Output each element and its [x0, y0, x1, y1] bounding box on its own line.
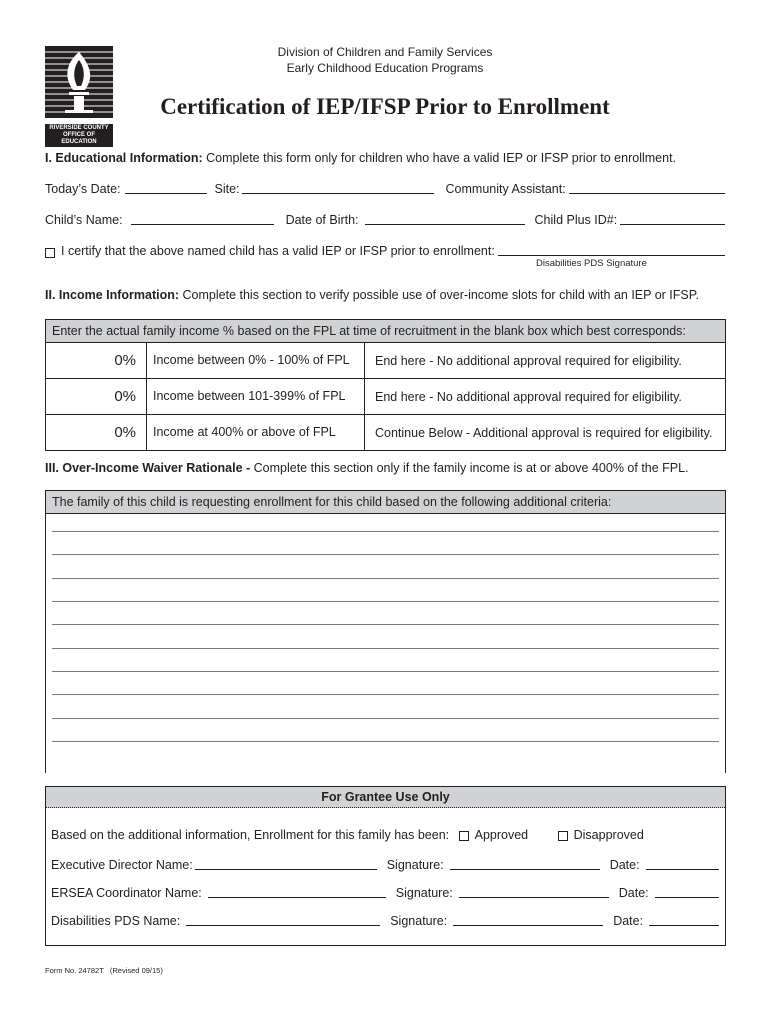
page-title: Certification of IEP/IFSP Prior to Enrollment	[160, 94, 610, 119]
certify-checkbox[interactable]	[45, 248, 55, 258]
disabilities-signature-field[interactable]	[498, 242, 725, 256]
criteria-line[interactable]	[52, 554, 719, 555]
income-row	[46, 414, 725, 450]
todays-date-field[interactable]	[125, 180, 207, 194]
section1-instructions: Complete this form only for children who have a valid IEP or IFSP prior to enrollment.	[202, 151, 677, 165]
enrollment-status-text: Based on the additional information, Enrollment for this family has been:	[51, 828, 450, 842]
criteria-line[interactable]	[52, 694, 719, 695]
exec-director-name-field[interactable]	[195, 856, 377, 870]
exec-director-signature-field[interactable]	[450, 856, 600, 870]
signature-caption: Disabilities PDS Signature	[536, 258, 647, 269]
form-number: Form No. 24782T (Revised 09/15)	[45, 966, 163, 975]
section3-heading-line	[45, 461, 689, 475]
income-result: End here - No additional approval required for eligibility.	[375, 353, 682, 368]
income-pct-input[interactable]: 0%	[114, 388, 136, 405]
org-line-2: Early Childhood Education Programs	[286, 61, 484, 75]
ersea-coordinator-label: ERSEA Coordinator Name:	[51, 886, 202, 900]
criteria-line[interactable]	[52, 601, 719, 602]
disabilities-pds-signature-field[interactable]	[453, 912, 603, 926]
date-label: Date:	[613, 914, 644, 928]
disabilities-pds-date-field[interactable]	[649, 912, 719, 926]
section1-heading-line	[45, 151, 676, 165]
criteria-line[interactable]	[52, 671, 719, 672]
grantee-box	[45, 786, 726, 946]
date-of-birth-label: Date of Birth:	[285, 213, 359, 227]
income-result: End here - No additional approval required for eligibility.	[375, 389, 682, 404]
income-pct-input[interactable]: 0%	[114, 352, 136, 369]
logo-text-line1: RIVERSIDE COUNTY	[49, 125, 109, 131]
site-label: Site:	[214, 182, 240, 196]
income-row	[46, 343, 725, 378]
disapproved-checkbox[interactable]	[558, 831, 568, 841]
disabilities-pds-label: Disabilities PDS Name:	[51, 914, 181, 928]
income-range: Income at 400% or above of FPL	[146, 415, 365, 450]
income-table-header: Enter the actual family income % based on the FPL at time of recruitment in the blank box which best corresponds:	[46, 320, 725, 343]
signature-label: Signature:	[390, 914, 448, 928]
income-result: Continue Below - Additional approval is required for eligibility.	[375, 425, 713, 440]
disabilities-pds-name-field[interactable]	[186, 912, 380, 926]
grantee-box-header: For Grantee Use Only	[46, 787, 725, 808]
ersea-coordinator-date-field[interactable]	[655, 884, 719, 898]
certify-text: I certify that the above named child has a valid IEP or IFSP prior to enrollment:	[61, 244, 495, 258]
section2-instructions: Complete this section to verify possible use of over-income slots for child with an IEP or IFSP.	[179, 288, 699, 302]
section2-heading: II. Income Information:	[45, 288, 180, 302]
criteria-box-header: The family of this child is requesting enrollment for this child based on the following additional criteria:	[46, 491, 725, 514]
section1-heading: I. Educational Information:	[45, 151, 203, 165]
income-pct-input[interactable]: 0%	[114, 424, 136, 441]
criteria-line[interactable]	[52, 718, 719, 719]
disapproved-label: Disapproved	[573, 828, 644, 842]
logo-text-line2: OFFICE OF EDUCATION	[61, 132, 97, 145]
income-range: Income between 101-399% of FPL	[146, 379, 365, 414]
criteria-line[interactable]	[52, 741, 719, 742]
income-table	[45, 319, 726, 451]
section3-heading: III. Over-Income Waiver Rationale -	[45, 461, 251, 475]
todays-date-label: Today’s Date:	[45, 182, 121, 196]
approved-label: Approved	[474, 828, 529, 842]
exec-director-label: Executive Director Name:	[51, 858, 193, 872]
child-plus-id-label: Child Plus ID#:	[534, 213, 618, 227]
income-row	[46, 378, 725, 414]
section2-heading-line	[45, 288, 699, 302]
signature-label: Signature:	[395, 886, 453, 900]
criteria-line[interactable]	[52, 624, 719, 625]
ersea-coordinator-name-field[interactable]	[208, 884, 386, 898]
section3-instructions: Complete this section only if the family income is at or above 400% of the FPL.	[250, 461, 689, 475]
criteria-box	[45, 490, 726, 773]
childs-name-field[interactable]	[131, 211, 274, 225]
site-field[interactable]	[242, 180, 434, 194]
community-assistant-field[interactable]	[569, 180, 725, 194]
org-line-1: Division of Children and Family Services	[277, 45, 493, 59]
income-range: Income between 0% - 100% of FPL	[146, 343, 365, 378]
child-plus-id-field[interactable]	[620, 211, 725, 225]
criteria-line[interactable]	[52, 578, 719, 579]
childs-name-label: Child’s Name:	[45, 213, 123, 227]
ersea-coordinator-signature-field[interactable]	[459, 884, 609, 898]
criteria-line[interactable]	[52, 648, 719, 649]
date-label: Date:	[609, 858, 640, 872]
exec-director-date-field[interactable]	[646, 856, 719, 870]
approved-checkbox[interactable]	[459, 831, 469, 841]
criteria-line[interactable]	[52, 531, 719, 532]
date-of-birth-field[interactable]	[365, 211, 525, 225]
signature-label: Signature:	[386, 858, 444, 872]
community-assistant-label: Community Assistant:	[445, 182, 566, 196]
date-label: Date:	[618, 886, 649, 900]
